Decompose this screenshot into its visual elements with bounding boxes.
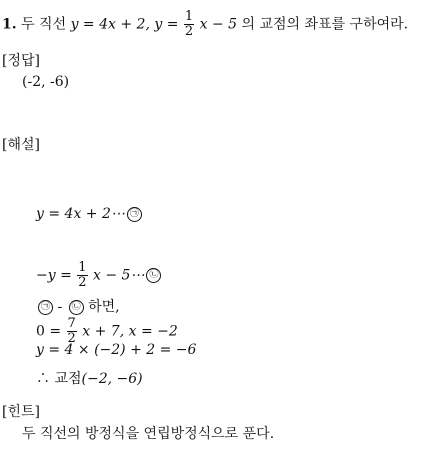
hint-text: 두 직선의 방정식을 연립방정식으로 푼다. <box>22 426 275 442</box>
solution-line-6-word: 교점 <box>54 371 82 387</box>
circle-giyeok-icon: ㉠ <box>38 300 53 315</box>
circle-giyeok-icon: ㉠ <box>127 207 142 222</box>
answer-header: [정답] <box>2 53 40 69</box>
therefore-symbol: ∴ <box>36 371 50 387</box>
solution-line-4-numerator: 7 <box>67 316 76 331</box>
problem-text-before: 두 직선 <box>21 16 67 33</box>
solution-line-5: y = 4 × (−2) + 2 = −6 <box>36 342 197 358</box>
solution-line-2-denominator: 2 <box>78 275 87 290</box>
hint-header: [힌트] <box>2 404 40 420</box>
circle-nieun-icon: ㉡ <box>146 268 161 283</box>
problem-eq1: y = 4x + 2, <box>70 16 150 33</box>
solution-line-3-text: 하면, <box>88 299 120 315</box>
solution-header: [해설] <box>2 137 40 153</box>
problem-eq2-numerator: 1 <box>184 9 194 24</box>
solution-line-3 <box>36 298 120 316</box>
solution-line-6 <box>36 370 143 388</box>
problem-eq2-denominator: 2 <box>184 24 194 39</box>
solution-line-2-left: −y = <box>36 267 72 284</box>
solution-line-2 <box>36 261 161 290</box>
solution-line-4-left: 0 = <box>36 323 62 340</box>
solution-line-3-minus: - <box>57 299 63 315</box>
solution-line-1 <box>36 205 142 223</box>
answer-value: (-2, -6) <box>22 74 70 90</box>
solution-line-2-right: x − 5⋯ <box>93 267 145 284</box>
solution-line-2-fraction <box>77 261 87 290</box>
circle-nieun-icon: ㉡ <box>69 300 84 315</box>
problem-text-after: 의 교점의 좌표를 구하여라. <box>241 16 409 33</box>
problem-number: 1. <box>2 16 17 33</box>
solution-line-1-eq: y = 4x + 2⋯ <box>36 206 125 222</box>
problem-eq2-fraction <box>184 10 194 39</box>
problem-eq2-left: y = <box>154 16 179 33</box>
problem-eq2-right: x − 5 <box>199 16 238 33</box>
solution-line-2-numerator: 1 <box>78 260 87 275</box>
solution-line-4-right: x + 7, x = −2 <box>82 323 178 340</box>
solution-line-6-value: (−2, −6) <box>81 371 143 387</box>
problem-statement <box>2 10 408 39</box>
solution-line-4-denominator: 2 <box>67 331 76 346</box>
